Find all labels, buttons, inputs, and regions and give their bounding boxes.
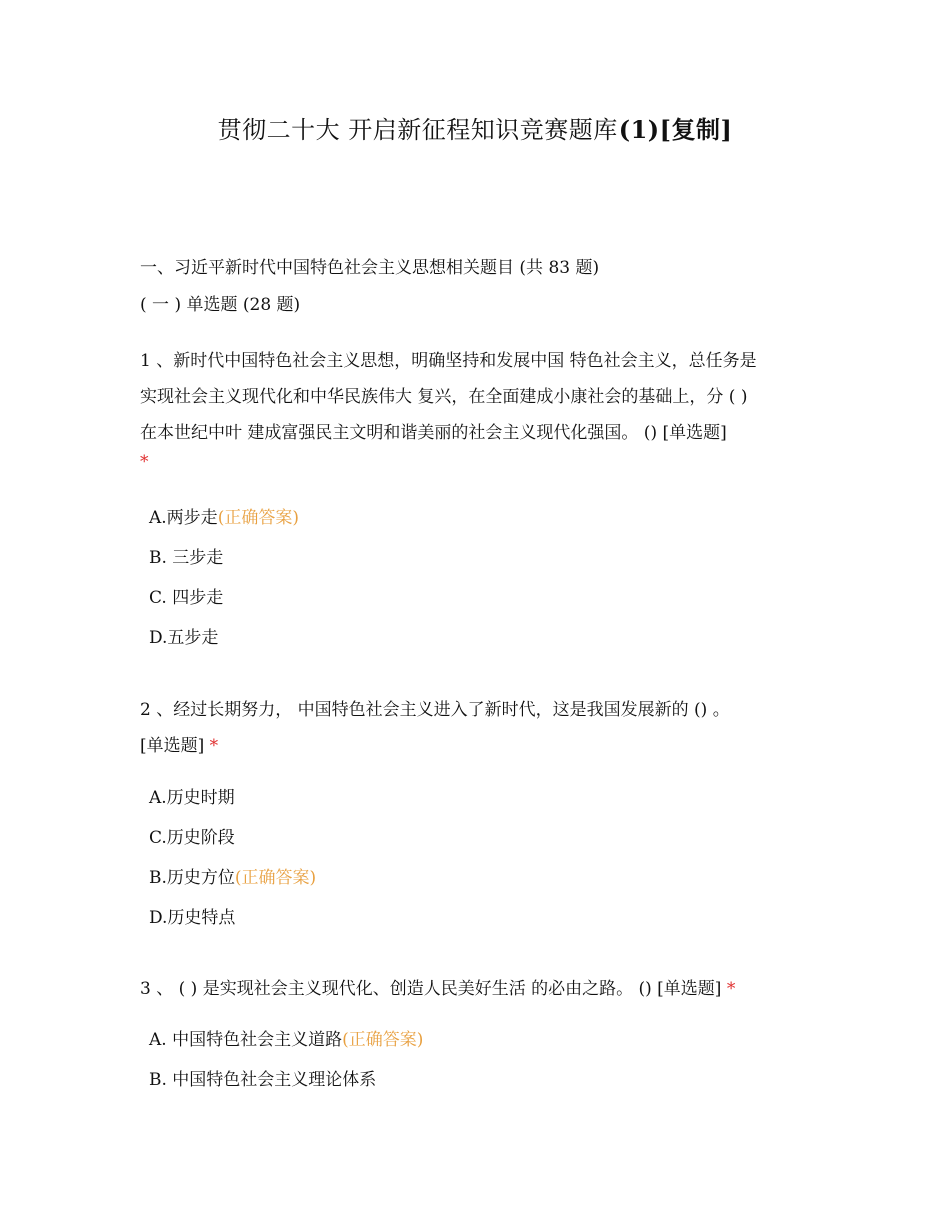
title-suffix: (1)[复制]: [618, 115, 733, 144]
subsection-heading: ( 一 ) 单选题 (28 题): [140, 295, 301, 315]
option-q3-b[interactable]: [149, 1065, 376, 1090]
correct-answer-mark: (正确答案): [342, 1030, 424, 1050]
option-label: C.历史阶段: [149, 828, 235, 848]
question-type: [单选题]: [140, 736, 205, 756]
option-label: A. 中国特色社会主义道路: [149, 1030, 343, 1050]
required-star: *: [140, 452, 149, 472]
option-q1-d[interactable]: [149, 623, 218, 648]
correct-answer-mark: (正确答案): [234, 868, 317, 888]
option-label: A.两步走: [149, 508, 218, 528]
option-q2-d[interactable]: [149, 903, 235, 928]
question-3: [140, 971, 820, 1007]
option-q1-b[interactable]: [149, 543, 223, 568]
correct-answer-mark: (正确答案): [217, 508, 299, 528]
title-main: 贯彻二十大 开启新征程知识竞赛题库: [217, 116, 618, 144]
option-label: B. 三步走: [149, 548, 224, 568]
option-q1-c[interactable]: [149, 583, 223, 608]
page-title: [0, 110, 950, 145]
option-q2-a[interactable]: [149, 783, 235, 808]
option-q1-a[interactable]: [149, 503, 299, 528]
option-label: B. 中国特色社会主义理论体系: [149, 1070, 377, 1090]
question-1-line-3: 在本世纪中叶 建成富强民主文明和谐美丽的社会主义现代化强国。 () [单选题]: [140, 423, 727, 443]
option-q3-a[interactable]: [149, 1025, 423, 1050]
option-label: A.历史时期: [149, 788, 235, 808]
section-heading: 一、习近平新时代中国特色社会主义思想相关题目 (共 83 题): [140, 258, 600, 278]
question-3-line-1: [140, 971, 820, 1007]
question-2-line-2: [140, 728, 820, 764]
question-2: [140, 692, 820, 764]
question-1-line-2: 实现社会主义现代化和中华民族伟大 复兴，在全面建成小康社会的基础上，分 ( ): [140, 387, 748, 407]
option-label: C. 四步走: [149, 588, 224, 608]
question-1: [140, 343, 820, 473]
option-q2-c[interactable]: [149, 823, 235, 848]
required-star: *: [726, 979, 736, 999]
question-3-text: 3 、 ( ) 是实现社会主义现代化、创造人民美好生活 的必由之路。 () [单选题]: [140, 979, 722, 999]
option-label: D.历史特点: [149, 908, 236, 928]
option-q2-b[interactable]: [149, 863, 316, 888]
required-star: *: [209, 736, 219, 756]
option-label: D.五步走: [149, 628, 219, 648]
option-label: B.历史方位: [149, 868, 235, 888]
question-2-line-1: 2 、经过长期努力， 中国特色社会主义进入了新时代，这是我国发展新的 () 。: [140, 700, 730, 720]
question-1-line-1: 1 、新时代中国特色社会主义思想，明确坚持和发展中国 特色社会主义，总任务是: [140, 351, 757, 371]
